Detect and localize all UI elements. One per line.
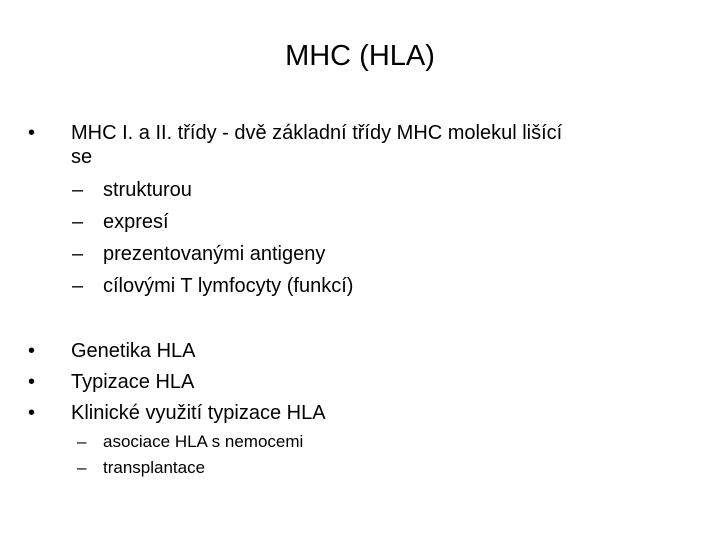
main-bullet-text: Typizace HLA [71, 371, 195, 393]
sub-item: transplantace [103, 458, 206, 477]
sub-item: expresí [103, 211, 169, 233]
bullet-icon: • [28, 340, 36, 362]
dash-icon: – [72, 243, 84, 265]
sub-item: cílovými T lymfocyty (funkcí) [103, 275, 354, 297]
slide-title: MHC (HLA) [285, 40, 435, 72]
dash-icon: – [77, 432, 87, 451]
bullet-icon: • [28, 122, 36, 144]
dash-icon: – [72, 211, 84, 233]
main-bullet-text: Klinické využití typizace HLA [71, 402, 326, 424]
sub-item: asociace HLA s nemocemi [103, 432, 304, 451]
main-bullet-text: Genetika HLA [71, 340, 196, 362]
sub-item: prezentovanými antigeny [103, 243, 326, 265]
dash-icon: – [72, 275, 84, 297]
bullet-icon: • [28, 402, 36, 424]
sub-item: strukturou [103, 179, 192, 201]
main-bullet-text-line2: se [71, 146, 93, 168]
dash-icon: – [72, 179, 84, 201]
main-bullet-text-line1: MHC I. a II. třídy - dvě základní třídy MHC molekul lišící [71, 122, 563, 144]
bullet-icon: • [28, 371, 36, 393]
dash-icon: – [77, 458, 87, 477]
